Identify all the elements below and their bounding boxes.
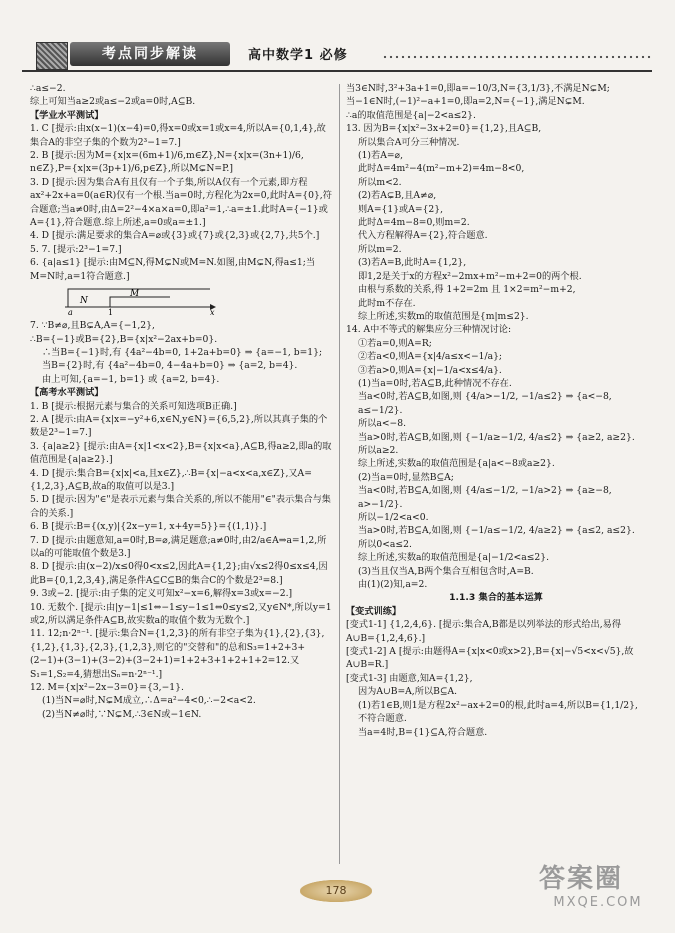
text-line: 当a>0时,若B⊆A,如图,则 {−1/a≤−1/2, 4/a≥2} ⇒ {a≤2, a≤2}. xyxy=(358,525,635,537)
section-heading: 【变式训练】 xyxy=(346,605,402,617)
text-line: 由根与系数的关系,得 1+2=2m 且 1×2=m²−m+2, xyxy=(358,284,576,296)
text-line: (1)若1∈B,则1是方程2x²−ax+2=0的根,此时a=4,所以B={1,1/2},不符合题意. xyxy=(358,699,638,725)
text-line: 所以0<a≤2. xyxy=(358,538,412,550)
text-line: 当a<0时,若B⊆A,如图,则 {4/a≤−1/2, −1/a>2} ⇒ {a≥−8, a>−1/2}. xyxy=(358,485,612,510)
text-line: 所以m<2. xyxy=(358,176,402,188)
figure-label-n: N xyxy=(80,296,88,307)
figure-label-a: a xyxy=(68,308,73,316)
text-line: 综上所述,实数a的取值范围是{a|a<−8或a≥2}. xyxy=(358,458,555,470)
answer-item: 1. C [提示:由x(x−1)(x−4)=0,得x=0或x=1或x=4,所以A={0,1,4},故集合A的非空子集的个数为2³−1=7.] xyxy=(30,123,326,148)
text-line: 综上可知当a≥2或a≤−2或a=0时,A⊆B. xyxy=(30,96,196,108)
text-line: 当a=4时,B={1}⊆A,符合题意. xyxy=(358,726,488,738)
section-heading: 【学业水平测试】 xyxy=(30,109,104,121)
number-line-figure xyxy=(60,285,220,315)
answer-item: 13. 因为B={x|x²−3x+2=0}={1,2},且A⊆B, xyxy=(346,123,542,135)
text-line: 当a<0时,若A⊆B,如图,则 {4/a>−1/2, −1/a≤2} ⇒ {a<−8, a≤−1/2}. xyxy=(358,391,612,416)
answer-item: ∴当B={−1}时,有 {4a²−4b=0, 1+2a+b=0} ⇒ {a=−1, b=1}; xyxy=(42,346,323,358)
answer-item: [变式1-2] A [提示:由题得A={x|x<0或x>2},B={x|−√5<x<√5},故A∪B=R.] xyxy=(346,646,634,671)
text-line: 综上所述,实数a的取值范围是{a|−1/2<a≤2}. xyxy=(358,552,550,564)
section-heading: 【高考水平测试】 xyxy=(30,387,104,399)
text-line: ③若a>0,则A={x|−1/a<x≤4/a}. xyxy=(358,364,502,376)
page-number: 178 xyxy=(300,880,372,902)
answer-item: 4. D [提示:满足要求的集合A=⌀或{3}或{7}或{2,3}或{2,7},共5个.] xyxy=(30,230,320,242)
figure-label-m: M xyxy=(130,289,140,300)
text-line: 所以−1/2<a<0. xyxy=(358,512,429,523)
text-line: (2)若A⊊B,且A≠⌀, xyxy=(358,190,437,202)
page-header xyxy=(22,38,652,82)
answer-item: 由上可知,{a=−1, b=1} 或 {a=2, b=4}. xyxy=(42,373,220,385)
answer-item: 7. D [提示:由题意知,a=0时,B=⌀,满足题意;a≠0时,由2/a∈A⇒a=1,2,所以a的可能取值个数是3.] xyxy=(30,534,327,559)
watermark xyxy=(539,858,657,922)
answer-item: 11. 12;n·2ⁿ⁻¹. [提示:集合N={1,2,3}的所有非空子集为{1},{2},{3},{1,2},{1,3},{2,3},{1,2,3},则它的"交替和"的总和S₃=1+2+3+(2−1)+(3−1)+(3−2)+(3−2+1)=1+2+3+1+2+1+2=12.又S₁=1,S₂=4,猜想出Sₙ=n·2ⁿ⁻¹.] xyxy=(30,628,325,680)
answer-item: ∴B={−1}或B={2},B={x|x²−2ax+b=0}. xyxy=(30,333,218,345)
text-line: 此时Δ=4m−8=0,则m=2. xyxy=(358,217,470,229)
text-line: ∴a的取值范围是{a|−2<a≤2}. xyxy=(346,109,476,121)
figure-label-x: x xyxy=(210,308,215,316)
text-line: 所以m=2. xyxy=(358,243,402,255)
text-line: 代入方程解得A={2},符合题意. xyxy=(358,230,488,242)
figure-label-one: 1 xyxy=(108,308,114,316)
watermark-logo: 答案圈 xyxy=(539,864,624,894)
answer-item: 6. {a|a≤1} [提示:由M⊆N,得M⊊N或M=N.如图,由M⊊N,得a≤1;当M=N时,a=1符合题意.] xyxy=(30,257,316,282)
subsection-title: 1.1.3 集合的基本运算 xyxy=(449,592,543,604)
answer-item: 2. B [提示:因为M={x|x=(6m+1)/6,m∈Z},N={x|x=(3n+1)/6, xyxy=(30,150,304,162)
answer-item: 7. ∵B≠⌀,且B⊊A,A={−1,2}, xyxy=(30,320,155,332)
text-line: 因为A∪B=A,所以B⊆A. xyxy=(358,686,458,698)
text-line: 当3∈N时,3²+3a+1=0,即a=−10/3,N={3,1/3},不满足N⊊M; xyxy=(346,83,610,94)
answer-item: [变式1-1] {1,2,4,6}. [提示:集合A,B都是以列举法的形式给出,易得A∪B={1,2,4,6}.] xyxy=(346,619,622,644)
answer-item: n∈Z},P={x|x=(3p+1)/6,p∈Z},所以M⊊N=P.] xyxy=(30,163,233,175)
text-line: 则A={1}或A={2}, xyxy=(358,203,444,215)
answer-item: (2)当N≠⌀时,∵N⊊M,∴3∈N或−1∈N. xyxy=(42,708,202,720)
answer-item: 8. D [提示:由(x−2)/x≤0得0<x≤2,因此A={1,2};由√x≤2得0≤x≤4,因此B={0,1,2,3,4},满足条件A⊆C⊆B的集合C的个数是2³=8.] xyxy=(30,561,328,586)
book-subtitle: 高中数学1 必修 xyxy=(248,48,348,63)
text-line: 此时m不存在. xyxy=(358,297,416,309)
book-icon xyxy=(36,42,68,70)
text-line: 所以a≥2. xyxy=(358,444,399,456)
answer-item: 12. M={x|x²−2x−3=0}={3,−1}. xyxy=(30,682,184,694)
answer-item: 10. 无数个. [提示:由|y−1|≤1⇔−1≤y−1≤1⇔0≤y≤2,又y∈N*,所以y=1或2,所以满足条件A⊆B,故实数a的取值个数为无数个.] xyxy=(30,601,332,627)
text-line: (2)当a=0时,显然B⊆A; xyxy=(358,471,454,483)
decorative-dots xyxy=(382,54,652,60)
left-column xyxy=(30,82,332,721)
text-line: 所以集合A可分三种情况. xyxy=(358,136,460,148)
text-line: 当−1∈N时,(−1)²−a+1=0,即a=2,N={−1},满足N⊊M. xyxy=(346,96,585,108)
answer-item: (1)当N=⌀时,N⊊M成立,∴Δ=a²−4<0,∴−2<a<2. xyxy=(42,695,256,707)
answer-item: 1. B [提示:根据元素与集合的关系可知选项B正确.] xyxy=(30,400,237,412)
answer-item: 5. D [提示:因为"∈"是表示元素与集合关系的,所以不能用"∈"表示集合与集合的关系.] xyxy=(30,494,331,519)
answer-item: 当B={2}时,有 {4a²−4b=0, 4−4a+b=0} ⇒ {a=2, b=4}. xyxy=(42,360,298,372)
header-rule xyxy=(22,70,652,72)
answer-item: 6. B [提示:B={(x,y)|{2x−y=1, x+4y=5}}={(1,1)}.] xyxy=(30,521,267,533)
text-line: 此时Δ=4m²−4(m²−m+2)=4m−8<0, xyxy=(358,163,525,175)
text-line: ∴a≤−2. xyxy=(30,83,66,94)
watermark-url: MXQE.COM xyxy=(553,895,643,910)
column-divider xyxy=(339,84,340,864)
answer-item: 5. 7. [提示:2³−1=7.] xyxy=(30,243,122,255)
text-line: ①若a=0,则A=R; xyxy=(358,337,432,349)
text-line: 即1,2是关于x的方程x²−2mx+m²−m+2=0的两个根. xyxy=(358,270,582,282)
text-line: 由(1)(2)知,a=2. xyxy=(358,579,428,591)
section-title: 考点同步解读 xyxy=(70,42,230,66)
text-line: ②若a<0,则A={x|4/a≤x<−1/a}; xyxy=(358,351,503,363)
answer-item: [变式1-3] 由题意,知A={1,2}, xyxy=(346,672,473,684)
text-line: (1)若A=⌀, xyxy=(358,150,403,162)
text-line: 综上所述,实数m的取值范围是{m|m≤2}. xyxy=(358,310,529,322)
text-line: (3)若A=B,此时A={1,2}, xyxy=(358,257,467,269)
text-line: (1)当a=0时,若A⊆B,此种情况不存在. xyxy=(358,377,512,389)
right-column xyxy=(346,82,646,739)
text-line: 当a>0时,若A⊆B,如图,则 {−1/a≥−1/2, 4/a≤2} ⇒ {a≥2, a≥2}. xyxy=(358,431,635,443)
answer-item: 9. 3或−2. [提示:由子集的定义可知x²−x=6,解得x=3或x=−2.] xyxy=(30,588,293,600)
text-line: (3)当且仅当A,B两个集合互相包含时,A=B. xyxy=(358,565,534,577)
answer-item: 3. {a|a≥2} [提示:由A={x|1<x<2},B={x|x<a},A⊆B,得a≥2,即a的取值范围是{a|a≥2}.] xyxy=(30,440,332,466)
text-line: 所以a<−8. xyxy=(358,418,407,430)
answer-item: 4. D [提示:集合B={x|x|<a,且x∈Z},∴B={x|−a<x<a,x∈Z},又A={1,2,3},A⊆B,故a的取值可以是3.] xyxy=(30,467,312,492)
answer-item: 3. D [提示:因为集合A有且仅有一个子集,所以A仅有一个元素,即方程ax²+2x+a=0(a∈R)仅有一个根.当a=0时,方程化为2x=0,此时A={0},符合题意;当a≠0时,由Δ=2²−4×a×a=0,即a²=1,∴a=±1.此时A={−1}或A={1},符合题意.综上所述,a=0或a=±1.] xyxy=(30,176,332,229)
answer-item: 14. A中不等式的解集应分三种情况讨论: xyxy=(346,324,512,336)
answer-item: 2. A [提示:由A={x|x=−y²+6,x∈N,y∈N}={6,5,2},所以其真子集的个数是2³−1=7.] xyxy=(30,413,328,439)
